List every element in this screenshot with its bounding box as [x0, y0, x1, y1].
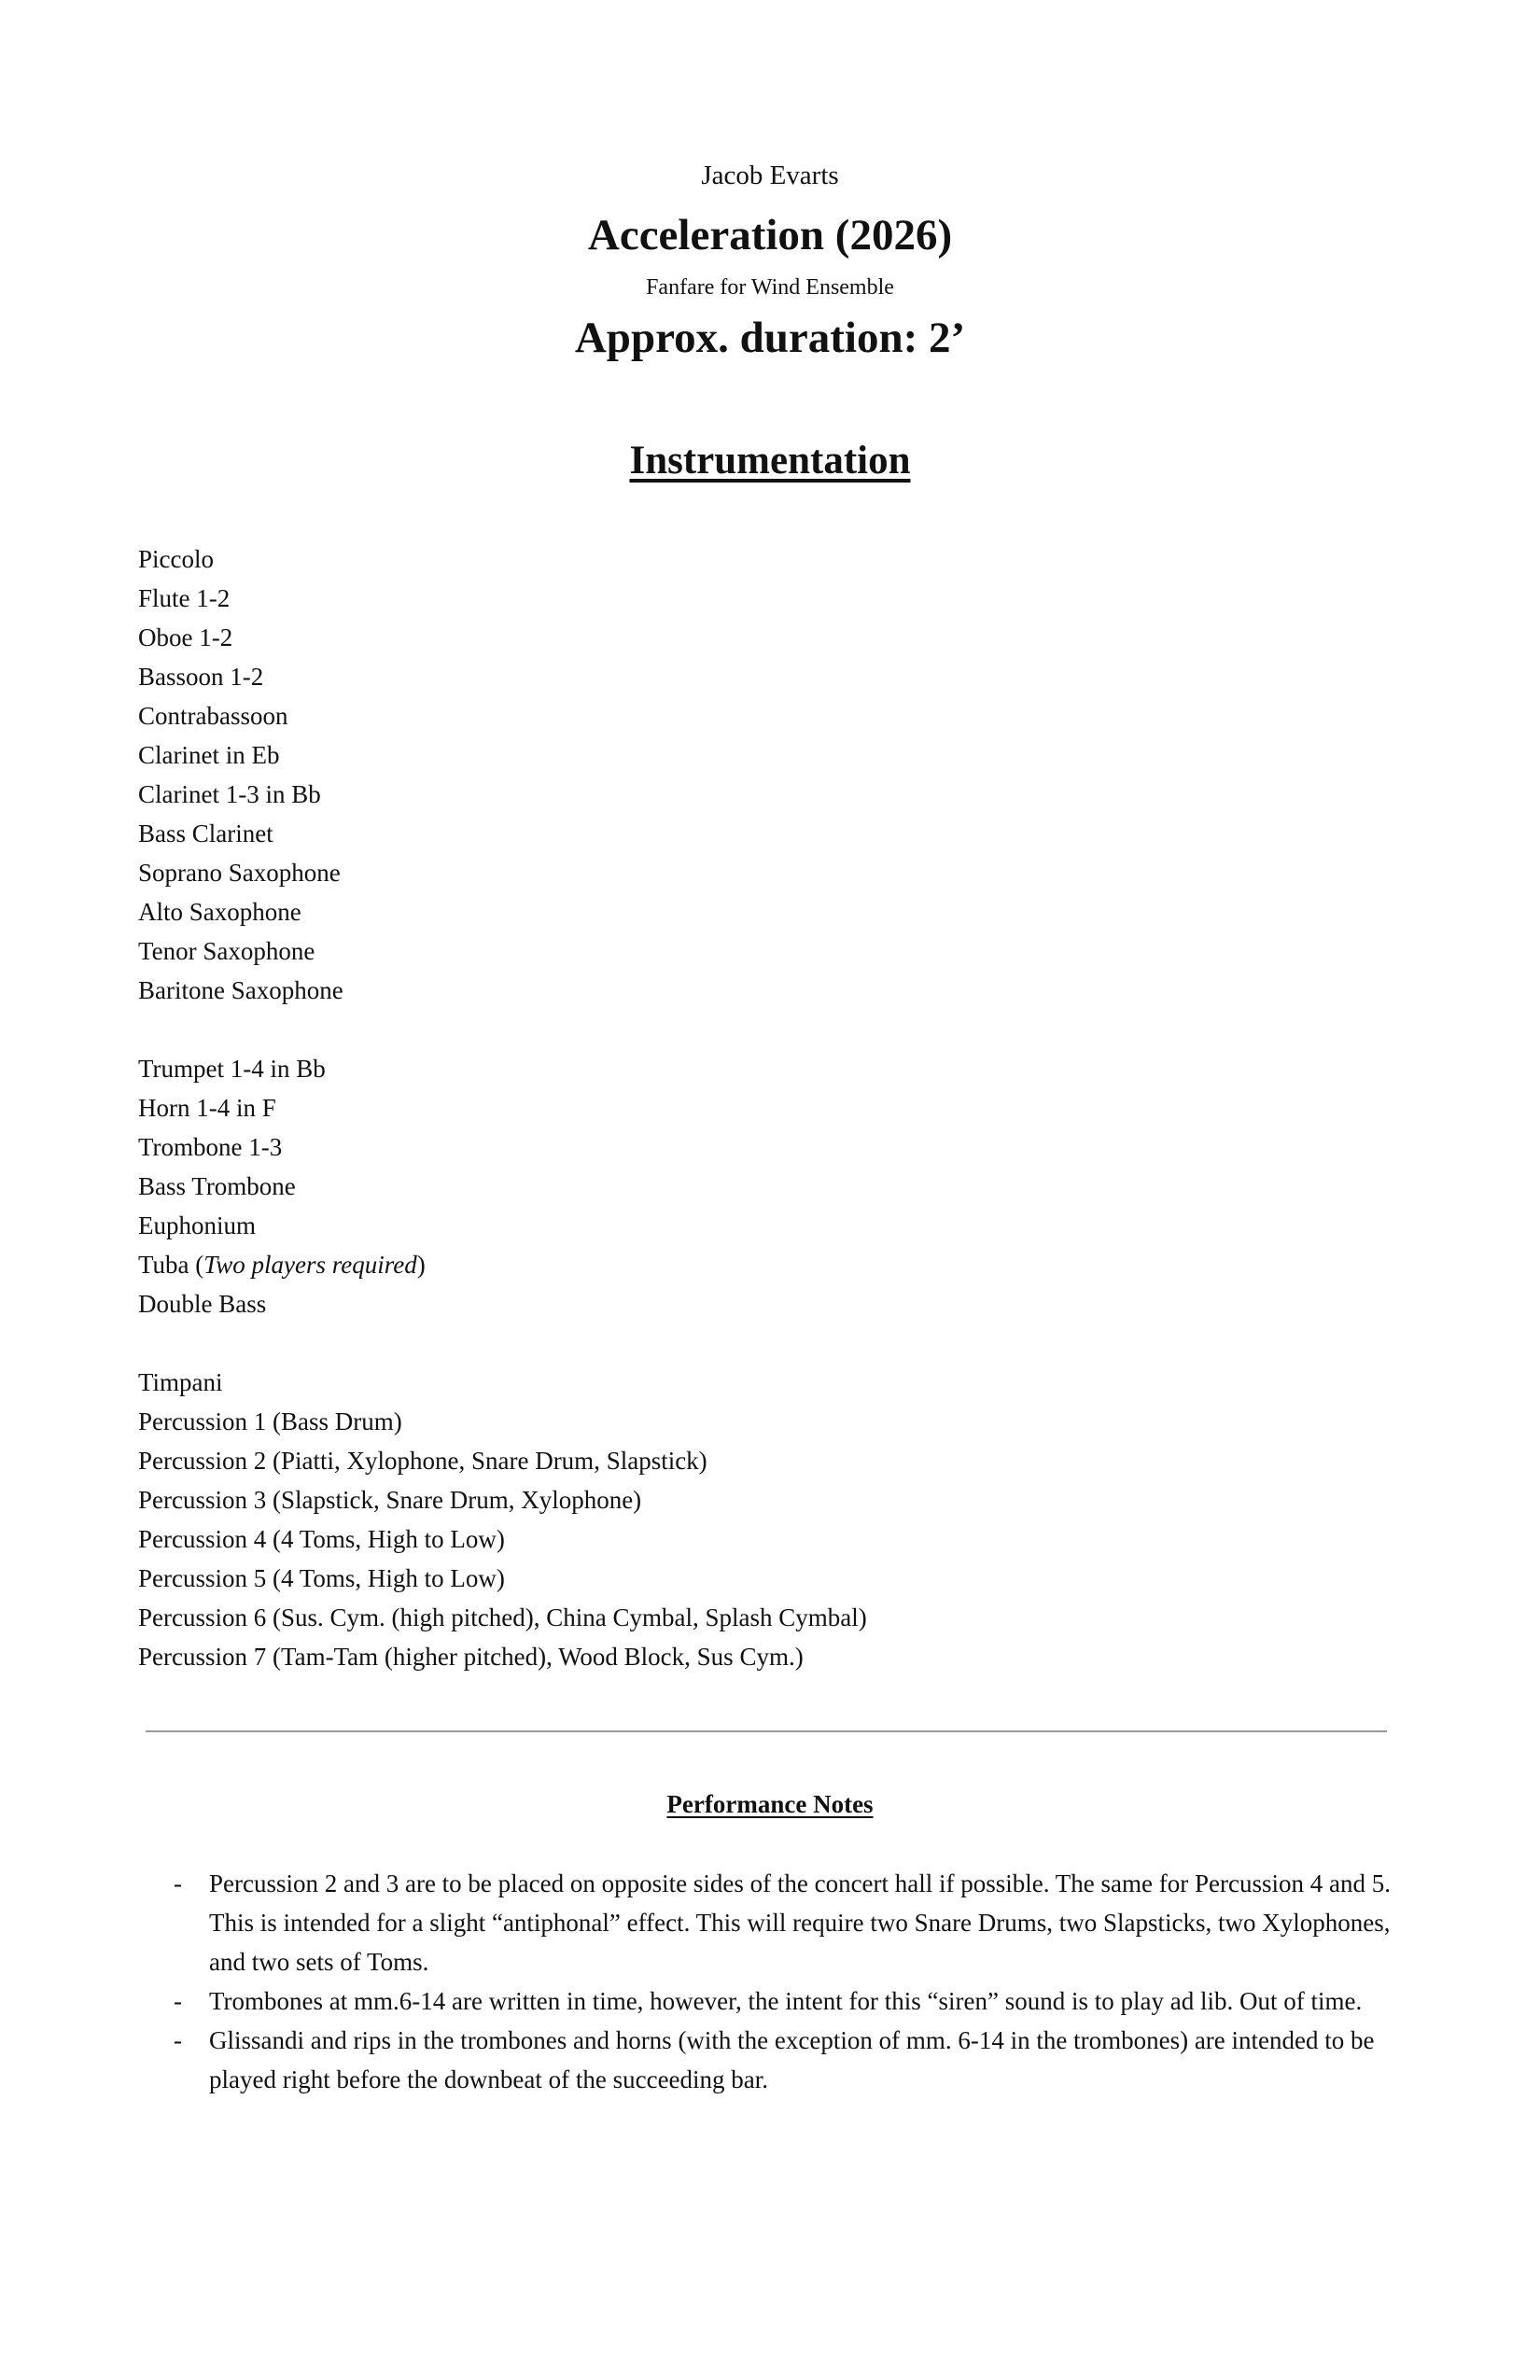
piece-title: Acceleration (2026): [587, 211, 953, 259]
composer-name: Jacob Evarts: [701, 161, 839, 190]
instrument-item: Percussion 4 (4 Toms, High to Low): [138, 1525, 505, 1553]
instrument-item: Euphonium: [138, 1211, 256, 1239]
performance-note-text: Percussion 2 and 3 are to be placed on opposite sides of the concert hall if possible. The same for Percussion 4 and 5. This is intended for a slight “antiphonal” effect. This will require two Snare Drums, two Slapsticks, two Xylophones, and two sets of Toms.: [209, 1869, 1391, 1976]
instrumentation-heading: Instrumentation: [629, 439, 911, 483]
instrument-item: Contrabassoon: [138, 702, 288, 730]
instrument-item: Double Bass: [138, 1290, 267, 1318]
instrument-item: Alto Saxophone: [138, 898, 301, 926]
instrument-item: Trombone 1-3: [138, 1133, 283, 1161]
section-gap: [138, 1010, 1258, 1049]
bullet-dash: -: [174, 1869, 182, 1897]
instrument-item: Trumpet 1-4 in Bb: [138, 1055, 326, 1083]
bullet-dash: -: [174, 1987, 182, 2015]
bullet-dash: -: [174, 2026, 182, 2054]
section-gap: [138, 1323, 1258, 1363]
instrument-item: Horn 1-4 in F: [138, 1094, 276, 1122]
instrument-item: Clarinet in Eb: [138, 741, 280, 769]
performance-note-text: Glissandi and rips in the trombones and horns (with the exception of mm. 6-14 in the trombones) are intended to be played right before the downbeat of the succeeding bar.: [209, 2026, 1375, 2093]
instrument-item: Oboe 1-2: [138, 623, 233, 651]
tuba-suffix: ): [416, 1251, 426, 1279]
performance-notes-list: [168, 1864, 1400, 2099]
instrument-item: Tenor Saxophone: [138, 937, 315, 965]
performance-note: [168, 1864, 1400, 1981]
instrument-item: Percussion 3 (Slapstick, Snare Drum, Xylophone): [138, 1486, 642, 1514]
approx-duration: Approx. duration: 2’: [574, 314, 966, 362]
instrument-item: Flute 1-2: [138, 584, 231, 612]
section-divider: [146, 1730, 1387, 1732]
instrument-item: Bassoon 1-2: [138, 663, 264, 691]
instrument-item-tuba: [138, 1245, 1258, 1284]
instrument-item: Percussion 6 (Sus. Cym. (high pitched), China Cymbal, Splash Cymbal): [138, 1603, 867, 1631]
performance-notes-heading: Performance Notes: [666, 1790, 874, 1818]
performance-note: [168, 2021, 1400, 2099]
instrument-item: Percussion 7 (Tam-Tam (higher pitched), Wood Block, Sus Cym.): [138, 1643, 804, 1671]
instrument-item: Baritone Saxophone: [138, 976, 343, 1004]
instrument-item: Timpani: [138, 1368, 223, 1396]
tuba-players-note: Two players required: [203, 1251, 417, 1279]
instrument-item: Percussion 1 (Bass Drum): [138, 1407, 402, 1435]
performance-note: [168, 1981, 1400, 2021]
instrumentation-list: [138, 539, 1258, 1676]
instrument-item: Clarinet 1-3 in Bb: [138, 780, 321, 808]
instrument-item: Percussion 5 (4 Toms, High to Low): [138, 1564, 505, 1592]
piece-subtitle: Fanfare for Wind Ensemble: [646, 275, 894, 300]
instrument-item: Piccolo: [138, 545, 214, 573]
tuba-label: Tuba (: [138, 1251, 204, 1279]
instrument-item: Bass Clarinet: [138, 819, 273, 847]
instrument-item: Soprano Saxophone: [138, 859, 341, 887]
performance-note-text: Trombones at mm.6-14 are written in time, however, the intent for this “siren” sound is to play ad lib. Out of time.: [209, 1987, 1363, 2015]
instrument-item: Percussion 2 (Piatti, Xylophone, Snare Drum, Slapstick): [138, 1447, 707, 1475]
instrument-item: Bass Trombone: [138, 1172, 296, 1200]
